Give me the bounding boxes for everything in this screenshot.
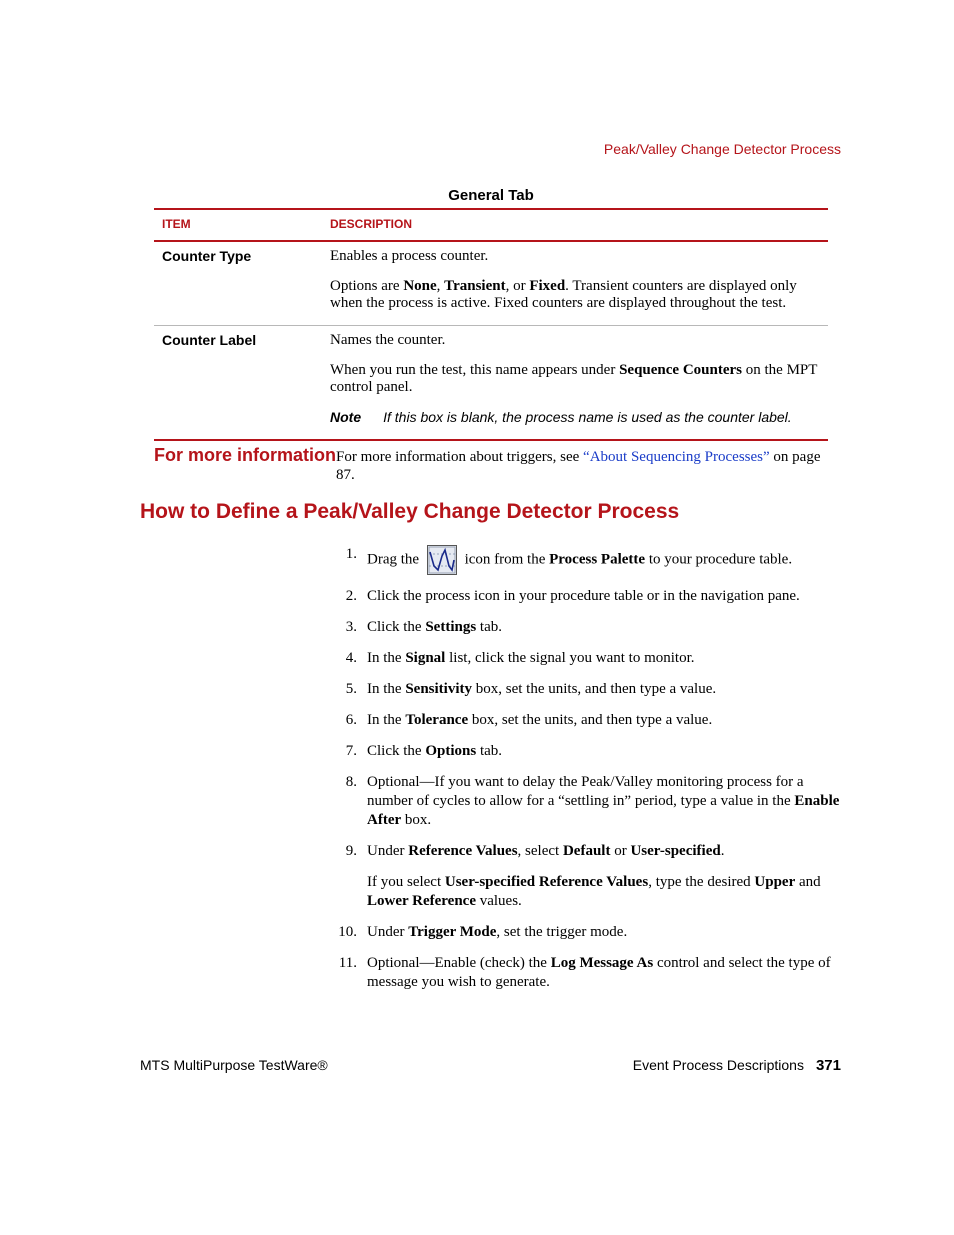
more-info-text: For more information about triggers, see “About Sequencing Processes” on page 87.: [336, 449, 821, 483]
step-text: In the Tolerance box, set the units, and then type a value.: [367, 712, 713, 728]
step-number: 3.: [345, 619, 357, 635]
list-item: [336, 649, 842, 668]
step-text: In the Signal list, click the signal you want to monitor.: [367, 650, 695, 666]
step-text: In the Sensitivity box, set the units, and then type a value.: [367, 681, 717, 697]
row-description: [330, 242, 828, 312]
procedure-steps: [336, 545, 842, 1004]
peak-valley-process-icon[interactable]: [427, 545, 457, 575]
list-item: [336, 842, 842, 911]
column-header-description-label: DESCRIPTION: [330, 217, 413, 231]
table-row: [154, 326, 828, 426]
description-paragraph: When you run the test, this name appears under Sequence Counters on the MPT control panel.: [330, 362, 818, 395]
list-item: [336, 923, 842, 942]
column-header-item-label: ITEM: [162, 217, 191, 231]
list-item: [336, 773, 842, 830]
step-text: Optional—Enable (check) the Log Message As control and select the type of message you wish to generate.: [367, 955, 831, 990]
footer-section-title: Event Process Descriptions: [632, 1057, 804, 1073]
more-info-heading: For more information: [154, 445, 337, 465]
step-text: Click the Settings tab.: [367, 619, 502, 635]
about-sequencing-processes-link[interactable]: “About Sequencing Processes”: [583, 449, 770, 465]
section-heading: How to Define a Peak/Valley Change Detector Process: [140, 500, 680, 523]
note-text: If this box is blank, the process name is used as the counter label.: [383, 409, 792, 425]
note: [330, 409, 828, 426]
list-item: [336, 742, 842, 761]
general-tab-table: [154, 208, 828, 441]
row-description: [330, 326, 828, 426]
step-text: Click the Options tab.: [367, 743, 503, 759]
step-text: Under Trigger Mode, set the trigger mode.: [367, 924, 628, 940]
table-caption: General Tab: [448, 187, 534, 204]
page-number: 371: [815, 1057, 841, 1074]
step-number: 2.: [345, 588, 357, 604]
table-bottom-rule: [154, 439, 828, 441]
description-paragraph: Enables a process counter.: [330, 248, 489, 264]
running-header: Peak/Valley Change Detector Process: [603, 141, 841, 157]
step-text: Drag the icon from the Process Palette to your procedure table.: [367, 545, 842, 575]
footer-product-name: MTS MultiPurpose TestWare®: [140, 1057, 328, 1073]
step-number: 9.: [345, 843, 357, 859]
step-text: Optional—If you want to delay the Peak/Valley monitoring process for a number of cycles to allow for a “settling in” period, type a value in the Enable After box.: [367, 774, 840, 828]
note-label: Note: [330, 409, 362, 425]
step-number: 6.: [345, 712, 357, 728]
column-header-description: [330, 217, 412, 231]
column-header-item: [162, 217, 191, 231]
step-number: 1.: [345, 546, 357, 562]
step-number: 4.: [345, 650, 357, 666]
step-text: Click the process icon in your procedure table or in the navigation pane.: [367, 588, 800, 604]
description-paragraph: Options are None, Transient, or Fixed. Transient counters are displayed only when the process is active. Fixed counters are displayed throughout the test.: [330, 278, 797, 311]
description-paragraph: Names the counter.: [330, 332, 446, 348]
step-text: Under Reference Values, select Default or User-specified.: [367, 843, 725, 859]
list-item: [336, 680, 842, 699]
list-item: [336, 545, 842, 575]
step-number: 8.: [345, 774, 357, 790]
list-item: [336, 711, 842, 730]
list-item: [336, 587, 842, 606]
table-row: [154, 242, 828, 312]
list-item: [336, 618, 842, 637]
footer-section: [633, 1057, 841, 1074]
row-item-counter-label: Counter Label: [162, 332, 257, 348]
table-header-row: [154, 210, 828, 240]
step-number: 7.: [345, 743, 357, 759]
step-number: 10.: [338, 924, 357, 940]
step-number: 5.: [345, 681, 357, 697]
list-item: [336, 954, 842, 992]
step-number: 11.: [338, 955, 357, 971]
row-item-counter-type: Counter Type: [162, 248, 252, 264]
step-subtext: If you select User-specified Reference Values, type the desired Upper and Lower Reference values.: [367, 874, 821, 909]
